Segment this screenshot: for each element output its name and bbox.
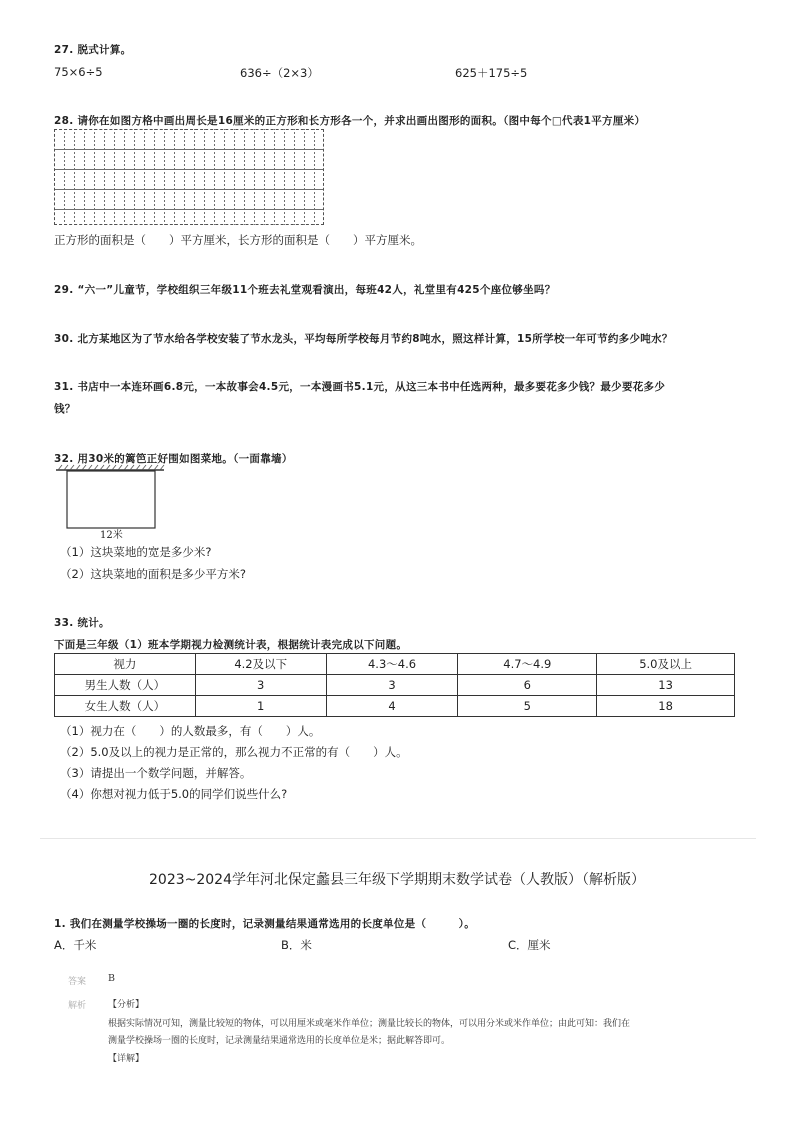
answer-label: 答案: [68, 977, 87, 987]
table-header-cell: 5.0及以上: [597, 654, 735, 675]
table-cell: 男生人数（人）: [55, 675, 196, 696]
q33-sub-3: （3）请提出一个数学问题，并解答。: [60, 766, 252, 780]
q32-sub-1: （1）这块菜地的宽是多少米?: [60, 545, 212, 559]
table-header-cell: 4.7～4.9: [458, 654, 597, 675]
s2-q1-option-b: B．米: [281, 938, 312, 952]
q31-line-1: 31. 书店中一本连环画6.8元，一本故事会4.5元，一本漫画书5.1元，从这三本书中任选两种，最多要花多少钱？最少要花多少: [54, 381, 666, 393]
q28-title: 28. 请你在如图方格中画出周长是16厘米的正方形和长方形各一个，并求出画出图形的面积。（图中每个□代表1平方厘米）: [54, 115, 646, 127]
table-cell: 6: [458, 675, 597, 696]
q31-line-2: 钱？: [54, 403, 76, 415]
table-header-cell: 4.2及以下: [195, 654, 326, 675]
page-divider: [40, 838, 756, 839]
square-grid: [54, 129, 324, 225]
table-cell: 13: [597, 675, 735, 696]
vision-stats-table: [54, 653, 735, 717]
s2-q1-option-c: C．厘米: [508, 938, 551, 952]
analysis-head: 【分析】: [108, 1000, 145, 1010]
q28-answer-line: 正方形的面积是（ ）平方厘米，长方形的面积是（ ）平方厘米。: [54, 233, 422, 247]
garden-length-label: 12米: [100, 530, 123, 540]
q27-title: 27. 脱式计算。: [54, 44, 132, 56]
q33-sub-1: （1）视力在（ ）的人数最多，有（ ）人。: [60, 724, 321, 738]
section-title: 2023~2024学年河北保定蠡县三年级下学期期末数学试卷（人教版）（解析版）: [149, 872, 645, 888]
table-cell: 18: [597, 696, 735, 717]
table-header-row: [55, 654, 735, 675]
q29-title: 29. “六一”儿童节，学校组织三年级11个班去礼堂观看演出，每班42人，礼堂里有425个座位够坐吗？: [54, 284, 556, 296]
q33-sub-4: （4）你想对视力低于5.0的同学们说些什么?: [60, 787, 288, 801]
table-cell: 1: [195, 696, 326, 717]
q27-expr-2: 636÷（2×3）: [240, 66, 319, 80]
q33-sub-2: （2）5.0及以上的视力是正常的，那么视力不正常的有（ ）人。: [60, 745, 408, 759]
q32-title: 32. 用30米的篱笆正好围如图菜地。（一面靠墙）: [54, 453, 293, 465]
q33-intro: 下面是三年级（1）班本学期视力检测统计表，根据统计表完成以下问题。: [54, 639, 408, 651]
table-cell: 4: [326, 696, 458, 717]
garden-figure: [54, 464, 166, 540]
analysis-line-1: 根据实际情况可知，测量比较短的物体，可以用厘米或毫米作单位；测量比较长的物体，可以用分米或米作单位；由此可知：我们在: [108, 1019, 631, 1029]
table-row: [55, 675, 735, 696]
s2-q1-option-a: A．千米: [54, 938, 97, 952]
table-row: [55, 696, 735, 717]
q30-title: 30. 北方某地区为了节水给各学校安装了节水龙头，平均每所学校每月节约8吨水，照这样计算，15所学校一年可节约多少吨水？: [54, 333, 673, 345]
detail-head: 【详解】: [108, 1054, 145, 1064]
table-cell: 女生人数（人）: [55, 696, 196, 717]
table-cell: 5: [458, 696, 597, 717]
analysis-label: 解析: [68, 1001, 87, 1011]
table-header-cell: 视力: [55, 654, 196, 675]
table-header-cell: 4.3～4.6: [326, 654, 458, 675]
q27-expr-3: 625＋175÷5: [455, 66, 528, 80]
q32-sub-2: （2）这块菜地的面积是多少平方米?: [60, 567, 246, 581]
q27-expr-1: 75×6÷5: [54, 65, 103, 79]
table-cell: 3: [326, 675, 458, 696]
s2-q1-title: 1. 我们在测量学校操场一圈的长度时，记录测量结果通常选用的长度单位是（ ）。: [54, 918, 475, 930]
answer-value: B: [108, 973, 115, 984]
q33-title: 33. 统计。: [54, 617, 110, 629]
table-cell: 3: [195, 675, 326, 696]
analysis-line-2: 测量学校操场一圈的长度时，记录测量结果通常选用的长度单位是米；据此解答即可。: [108, 1036, 451, 1046]
